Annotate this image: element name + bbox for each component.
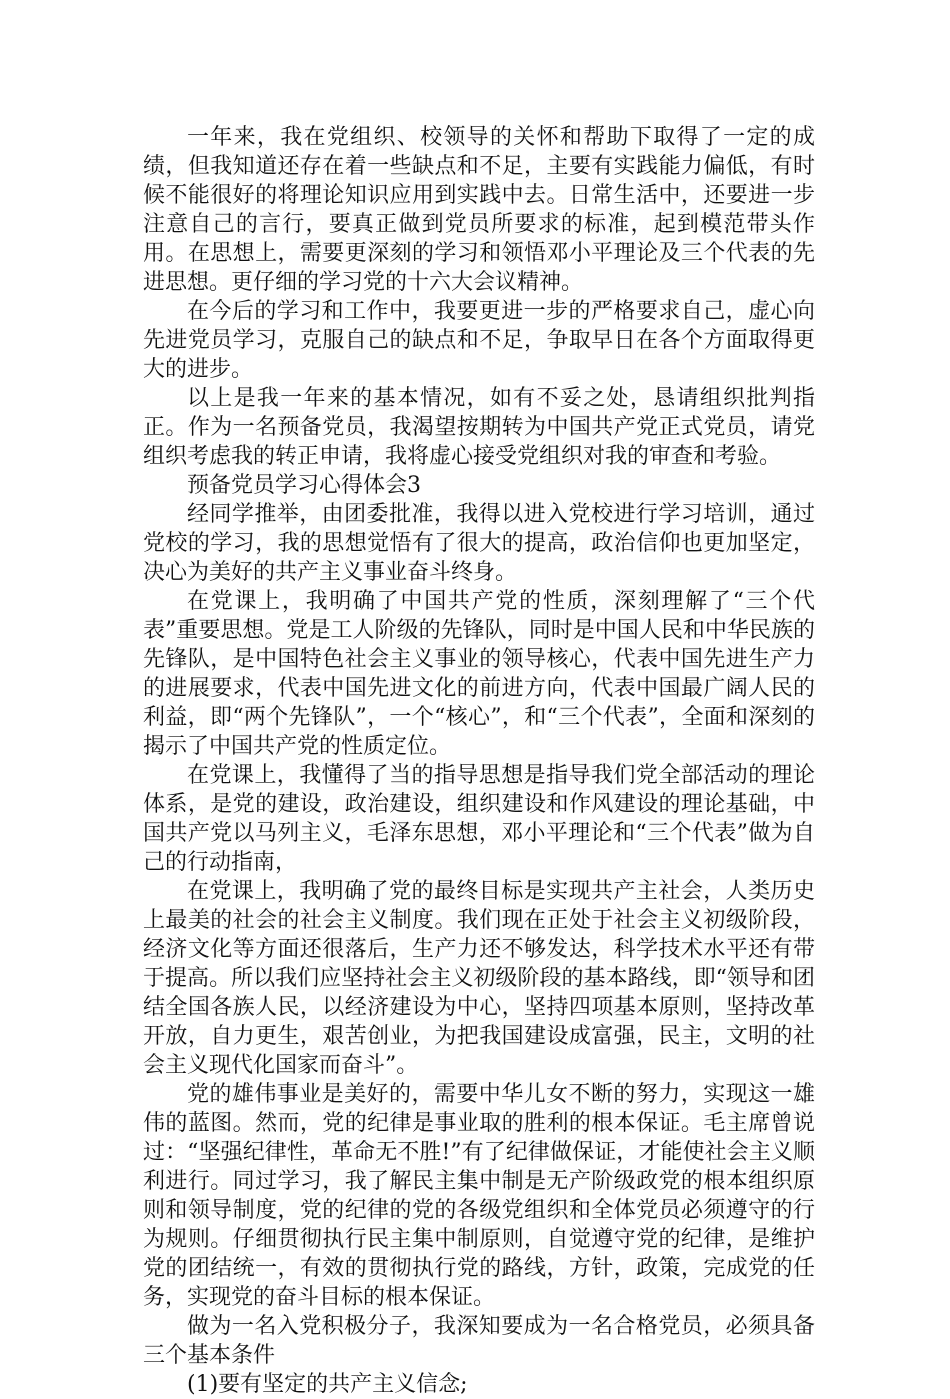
paragraph: 党的雄伟事业是美好的，需要中华儿女不断的努力，实现这一雄伟的蓝图。然而，党的纪律是事业取的胜利的根本保证。毛主席曾说过：“坚强纪律性，革命无不胜!”有了纪律做保证，才能使社会主义顺利进行。同过学习，我了解民主集中制是无产阶级政党的根本组织原则和领导制度，党的纪律的党的各级党组织和全体党员必须遵守的行为规则。仔细贯彻执行民主集中制原则，自觉遵守党的纪律，是维护党的团结统一，有效的贯彻执行党的路线，方针，政策，完成党的任务，实现党的奋斗目标的根本保证。: [143, 1082, 815, 1310]
paragraph: 经同学推举，由团委批准，我得以进入党校进行学习培训，通过党校的学习，我的思想觉悟有了很大的提高，政治信仰也更加坚定，决心为美好的共产主义事业奋斗终身。: [143, 502, 815, 585]
paragraph: 在党课上，我明确了中国共产党的性质，深刻理解了“三个代表”重要思想。党是工人阶级的先锋队，同时是中国人民和中华民族的先锋队，是中国特色社会主义事业的领导核心，代表中国先进生产力的进展要求，代表中国先进文化的前进方向，代表中国最广阔人民的利益，即“两个先锋队”，一个“核心”，和“三个代表”，全面和深刻的揭示了中国共产党的性质定位。: [143, 589, 815, 759]
list-item: (1)要有坚定的共产主义信念;: [187, 1372, 468, 1397]
paragraph: 以上是我一年来的基本情况，如有不妥之处，恳请组织批判指正。作为一名预备党员，我渴望按期转为中国共产党正式党员，请党组织考虑我的转正申请，我将虚心接受党组织对我的审查和考验。: [143, 386, 815, 469]
paragraph: 在党课上，我懂得了当的指导思想是指导我们党全部活动的理论体系，是党的建设，政治建设，组织建设和作风建设的理论基础，中国共产党以马列主义，毛泽东思想，邓小平理论和“三个代表”做为自己的行动指南，: [143, 763, 815, 875]
document-body: [143, 123, 815, 1399]
section-heading: 预备党员学习心得体会3: [187, 473, 421, 498]
paragraph: 在今后的学习和工作中，我要更进一步的严格要求自己，虚心向先进党员学习，克服自己的缺点和不足，争取早日在各个方面取得更大的进步。: [143, 299, 815, 382]
paragraph: 一年来，我在党组织、校领导的关怀和帮助下取得了一定的成绩，但我知道还存在着一些缺点和不足，主要有实践能力偏低，有时候不能很好的将理论知识应用到实践中去。日常生活中，还要进一步注意自己的言行，要真正做到党员所要求的标准，起到模范带头作用。在思想上，需要更深刻的学习和领悟邓小平理论及三个代表的先进思想。更仔细的学习党的十六大会议精神。: [143, 125, 815, 295]
paragraph: 在党课上，我明确了党的最终目标是实现共产主社会，人类历史上最美的社会的社会主义制度。我们现在正处于社会主义初级阶段，经济文化等方面还很落后，生产力还不够发达，科学技术水平还有带于提高。所以我们应坚持社会主义初级阶段的基本路线，即“领导和团结全国各族人民，以经济建设为中心，坚持四项基本原则，坚持改革开放，自力更生，艰苦创业，为把我国建设成富强，民主，文明的社会主义现代化国家而奋斗”。: [143, 879, 815, 1078]
paragraph: 做为一名入党积极分子，我深知要成为一名合格党员，必须具备三个基本条件: [143, 1314, 815, 1368]
